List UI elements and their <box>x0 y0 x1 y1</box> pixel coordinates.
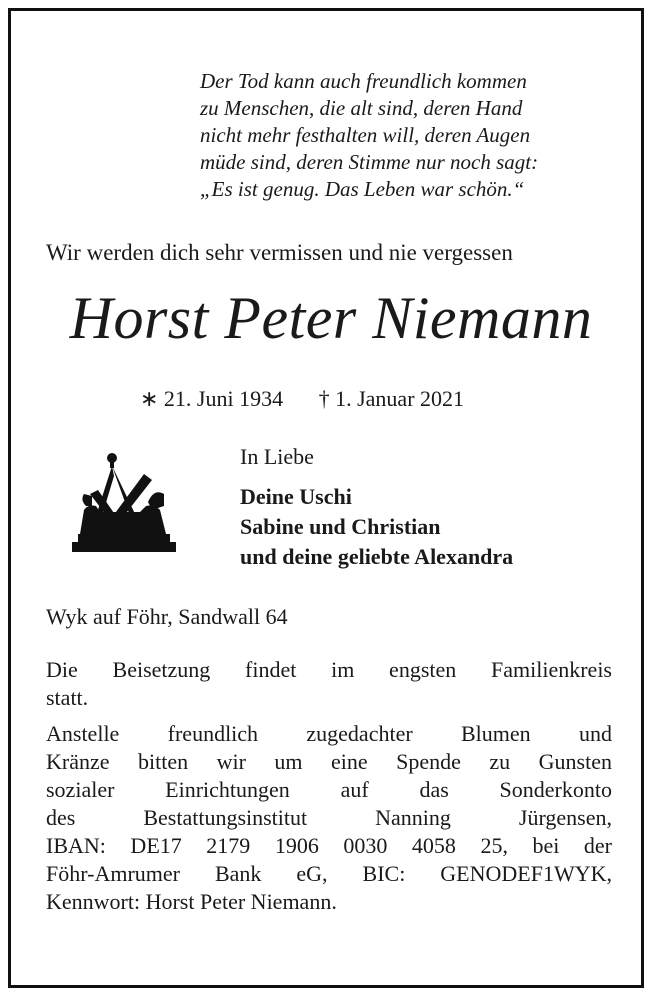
quote-line: nicht mehr festhalten will, deren Augen <box>200 123 531 147</box>
paragraph-line: Die Beisetzung findet im engsten Familienkreis <box>46 657 612 682</box>
carpenter-plane-square-compass-icon <box>70 450 180 560</box>
paragraph-line: Kränze bitten wir um eine Spende zu Gunsten <box>46 749 612 774</box>
paragraph-line: Kennwort: Horst Peter Niemann. <box>46 889 337 914</box>
signers-block <box>240 442 630 572</box>
life-dates <box>140 386 540 412</box>
birth-date: ∗ 21. Juni 1934 <box>140 386 284 411</box>
paragraph-line: des Bestattungsinstitut Nanning Jürgensen, <box>46 805 612 830</box>
quote-block <box>200 68 630 203</box>
intro-text: Wir werden dich sehr vermissen und nie vergessen <box>46 240 513 265</box>
funeral-paragraph <box>46 656 612 712</box>
body-text <box>46 656 612 924</box>
deceased-name: Horst Peter Niemann <box>69 285 593 351</box>
signer-name: Deine Uschi <box>240 484 352 509</box>
signer-name: Sabine und Christian <box>240 514 441 539</box>
quote-line: Der Tod kann auch freundlich kommen <box>200 69 527 93</box>
paragraph-line: IBAN: DE17 2179 1906 0030 4058 25, bei der <box>46 833 612 858</box>
donation-paragraph <box>46 720 612 916</box>
address: Wyk auf Föhr, Sandwall 64 <box>46 604 288 629</box>
paragraph-line: statt. <box>46 685 89 710</box>
paragraph-line: sozialer Einrichtungen auf das Sonderkonto <box>46 777 612 802</box>
quote-line: „Es ist genug. Das Leben war schön.“ <box>200 177 525 201</box>
paragraph-line: Anstelle freundlich zugedachter Blumen und <box>46 721 612 746</box>
quote-line: zu Menschen, die alt sind, deren Hand <box>200 96 523 120</box>
signers-lead: In Liebe <box>240 444 314 469</box>
quote-line: müde sind, deren Stimme nur noch sagt: <box>200 150 539 174</box>
signer-name: und deine geliebte Alexandra <box>240 544 514 569</box>
death-date: † 1. Januar 2021 <box>318 386 465 411</box>
paragraph-line: Föhr-Amrumer Bank eG, BIC: GENODEF1WYK, <box>46 861 612 886</box>
